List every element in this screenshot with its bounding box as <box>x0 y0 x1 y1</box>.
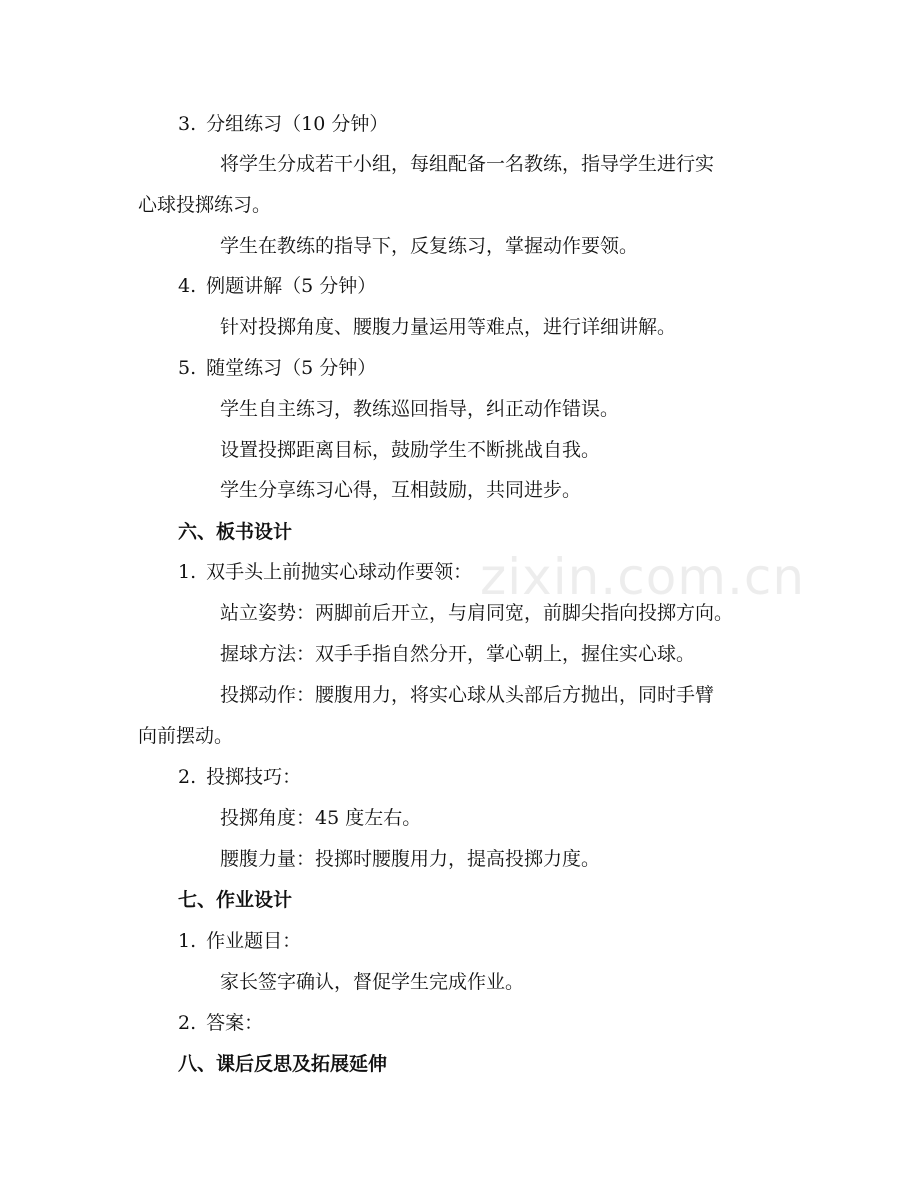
paragraph-line: 学生分享练习心得，互相鼓励，共同进步。 <box>220 479 582 501</box>
paragraph-line: 站立姿势：两脚前后开立，与肩同宽，前脚尖指向投掷方向。 <box>220 602 734 624</box>
item-number: 2. <box>178 766 197 788</box>
paragraph-line: 将学生分成若干小组，每组配备一名教练，指导学生进行实 <box>220 153 715 175</box>
section-heading: 八、课后反思及拓展延伸 <box>178 1053 388 1075</box>
list-item-homework <box>178 929 301 953</box>
paragraph-line: 学生在教练的指导下，反复练习，掌握动作要领。 <box>220 235 639 257</box>
item-text: 答案： <box>206 1012 264 1034</box>
paragraph-line: 腰腹力量：投掷时腰腹用力，提高投掷力度。 <box>220 848 601 870</box>
paragraph-line: 家长签字确认，督促学生完成作业。 <box>220 971 525 993</box>
item-number: 2. <box>178 1012 197 1034</box>
paragraph-line: 针对投掷角度、腰腹力量运用等难点，进行详细讲解。 <box>220 316 677 338</box>
item-number: 1. <box>178 930 197 952</box>
list-item-techniques <box>178 765 301 789</box>
paragraph-line: 投掷角度：45 度左右。 <box>220 807 422 829</box>
item-number: 5. <box>178 357 197 379</box>
paragraph-line: 心球投掷练习。 <box>138 194 272 216</box>
paragraph-line: 设置投掷距离目标，鼓励学生不断挑战自我。 <box>220 439 601 461</box>
section-heading: 六、板书设计 <box>178 521 293 543</box>
item-text: 例题讲解（5 分钟） <box>206 275 377 297</box>
paragraph-line: 向前摆动。 <box>138 725 234 747</box>
list-item-answer <box>178 1011 263 1035</box>
item-text: 随堂练习（5 分钟） <box>206 357 377 379</box>
item-number: 4. <box>178 275 197 297</box>
list-item-key-points <box>178 560 472 584</box>
paragraph-line: 投掷动作：腰腹用力，将实心球从头部后方抛出，同时手臂 <box>220 684 715 706</box>
watermark-text: zixin.com.cn <box>480 548 806 606</box>
item-text: 投掷技巧： <box>206 766 302 788</box>
paragraph-line: 握球方法：双手手指自然分开，掌心朝上，握住实心球。 <box>220 643 696 665</box>
item-text: 双手头上前抛实心球动作要领： <box>206 561 473 583</box>
item-text: 作业题目： <box>206 930 302 952</box>
item-number: 1. <box>178 561 197 583</box>
list-item-group-practice <box>178 112 388 136</box>
section-heading: 七、作业设计 <box>178 889 293 911</box>
item-number: 3. <box>178 113 197 135</box>
list-item-example <box>178 274 376 298</box>
paragraph-line: 学生自主练习，教练巡回指导，纠正动作错误。 <box>220 398 620 420</box>
list-item-practice <box>178 356 376 380</box>
item-text: 分组练习（10 分钟） <box>206 113 389 135</box>
